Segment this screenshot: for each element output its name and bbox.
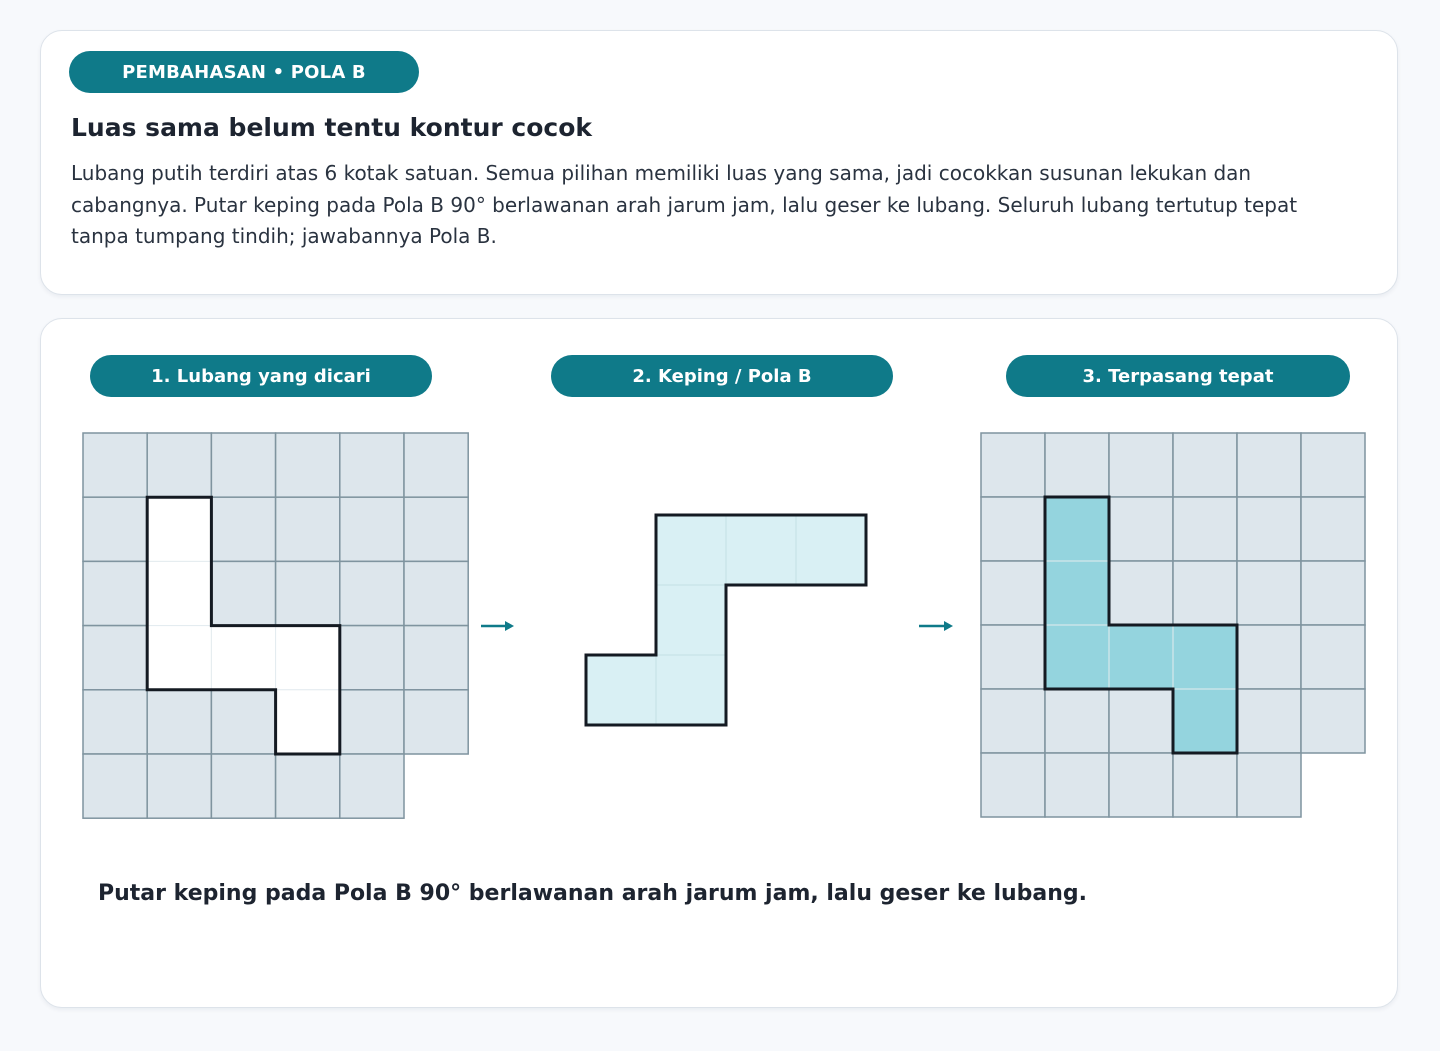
fitted-board xyxy=(981,433,1365,817)
board-cell xyxy=(1237,753,1301,817)
board-cell xyxy=(1237,561,1301,625)
arrow-right-icon xyxy=(919,621,953,631)
board-cell xyxy=(981,433,1045,497)
section-tag: PEMBAHASAN • POLA B xyxy=(69,51,419,93)
board-cell xyxy=(404,626,468,690)
panel-label-piece: 2. Keping / Pola B xyxy=(551,355,893,397)
diagram-caption: Putar keping pada Pola B 90° berlawanan arah jarum jam, lalu geser ke lubang. xyxy=(98,881,1088,906)
board-cell xyxy=(211,754,275,818)
board-cell xyxy=(1045,433,1109,497)
board-cell xyxy=(83,497,147,561)
arrow-right-icon xyxy=(481,621,514,631)
board-cell xyxy=(1301,689,1365,753)
fitted-piece-cell xyxy=(1045,625,1109,689)
piece-cell xyxy=(796,515,866,585)
board-cell xyxy=(276,561,340,625)
explanation-text: Lubang putih terdiri atas 6 kotak satuan. Semua pilihan memiliki luas yang sama, jadi cocokkan susunan lekukan dan cabangnya. Putar keping pada Pola B 90° berlawanan arah jarum jam, lalu geser ke lubang. Seluruh lubang tertutup tepat tanpa tumpang tindih; jawabannya Pola B. xyxy=(71,161,1298,248)
fitted-piece-cell xyxy=(1045,561,1109,625)
board-cell xyxy=(981,753,1045,817)
board-cell xyxy=(1109,689,1173,753)
board-cell xyxy=(83,754,147,818)
board-cell xyxy=(340,433,404,497)
board-cell xyxy=(147,754,211,818)
piece-cell xyxy=(656,515,726,585)
board-cell xyxy=(1237,625,1301,689)
board-cell xyxy=(1173,753,1237,817)
piece-cell xyxy=(726,515,796,585)
piece-cell xyxy=(586,655,656,725)
hole-cell xyxy=(147,561,211,625)
explanation-heading: Luas sama belum tentu kontur cocok xyxy=(71,113,593,142)
board-cell xyxy=(340,754,404,818)
board-cell xyxy=(211,497,275,561)
piece-cell xyxy=(656,585,726,655)
board-cell xyxy=(981,561,1045,625)
board-cell xyxy=(1173,433,1237,497)
board-cell xyxy=(340,626,404,690)
board-cell xyxy=(981,689,1045,753)
board-cell xyxy=(276,433,340,497)
board-cell xyxy=(83,626,147,690)
board-cell xyxy=(276,497,340,561)
board-cell xyxy=(1045,689,1109,753)
hole-cell xyxy=(276,690,340,754)
board-cell xyxy=(340,690,404,754)
board-cell xyxy=(404,433,468,497)
board-cell xyxy=(276,754,340,818)
hole-cell xyxy=(147,626,211,690)
board-cell xyxy=(147,690,211,754)
board-cell xyxy=(211,561,275,625)
diagram-card xyxy=(40,318,1398,1008)
board-cell xyxy=(1109,433,1173,497)
fitted-piece-cell xyxy=(1045,497,1109,561)
board-cell xyxy=(83,433,147,497)
fitted-piece-cell xyxy=(1109,625,1173,689)
board-cell xyxy=(404,497,468,561)
board-cell xyxy=(147,433,211,497)
board-cell xyxy=(1109,561,1173,625)
board-cell xyxy=(340,561,404,625)
piece-cell xyxy=(656,655,726,725)
board-cell xyxy=(211,433,275,497)
board-cell xyxy=(981,497,1045,561)
board-cell xyxy=(83,561,147,625)
board-cell xyxy=(340,497,404,561)
board-cell xyxy=(1109,753,1173,817)
board-cell xyxy=(1237,689,1301,753)
panel-label-hole: 1. Lubang yang dicari xyxy=(90,355,432,397)
fitted-piece-cell xyxy=(1173,625,1237,689)
board-cell xyxy=(1237,433,1301,497)
board-cell xyxy=(1173,561,1237,625)
hole-cell xyxy=(276,626,340,690)
board-cell xyxy=(981,625,1045,689)
board-cell xyxy=(1301,497,1365,561)
board-cell xyxy=(1045,753,1109,817)
board-cell xyxy=(1301,561,1365,625)
board-cell xyxy=(1109,497,1173,561)
hole-board xyxy=(83,433,468,818)
fitted-piece-cell xyxy=(1173,689,1237,753)
board-cell xyxy=(211,690,275,754)
panel-label-fitted: 3. Terpasang tepat xyxy=(1006,355,1350,397)
hole-cell xyxy=(147,497,211,561)
piece-pola-b xyxy=(586,515,866,725)
board-cell xyxy=(404,561,468,625)
board-cell xyxy=(1237,497,1301,561)
board-cell xyxy=(404,690,468,754)
board-cell xyxy=(83,690,147,754)
board-cell xyxy=(1301,625,1365,689)
hole-cell xyxy=(211,626,275,690)
board-cell xyxy=(1173,497,1237,561)
board-cell xyxy=(1301,433,1365,497)
